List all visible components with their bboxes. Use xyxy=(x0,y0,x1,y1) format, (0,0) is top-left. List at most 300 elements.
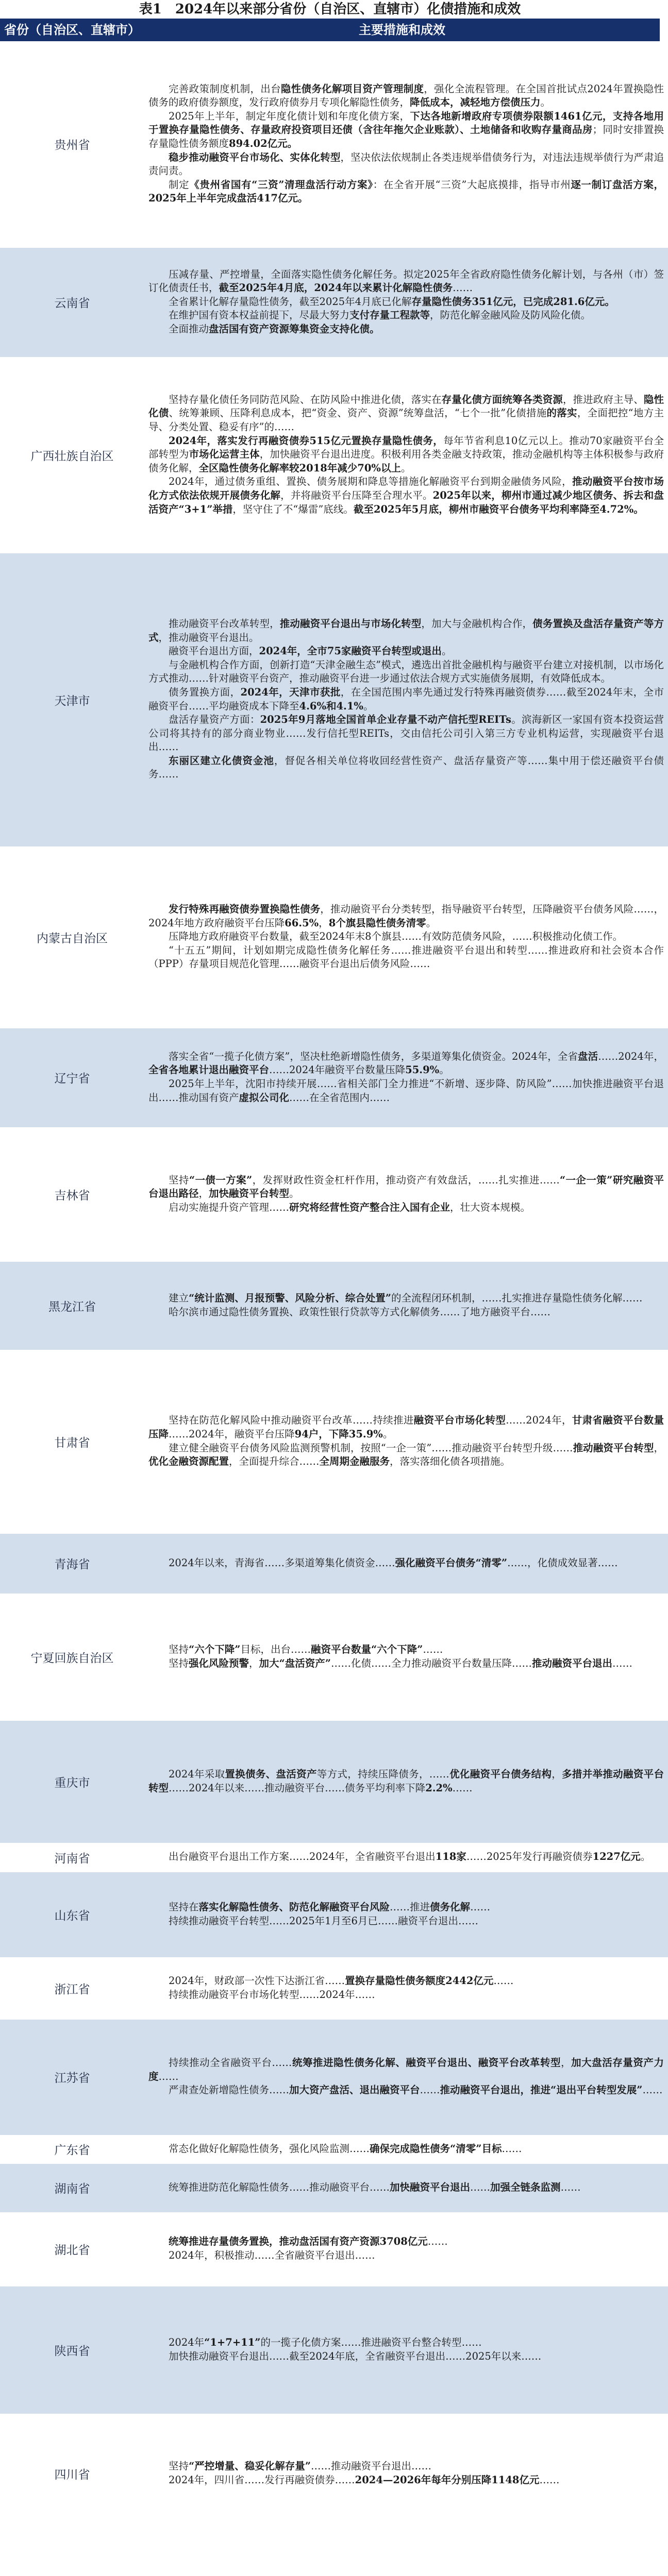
province-cell: 江苏省 xyxy=(0,2019,144,2135)
measure-text: ，加大与金融机构合作， xyxy=(421,617,533,630)
measure-text: 严肃查处新增隐性债务 xyxy=(169,2084,270,2096)
measure-text: 。 xyxy=(640,1851,651,1863)
measure-text: …… xyxy=(553,1442,573,1454)
measure-text: 2024年，通过债务重组、置换、债务展期和降息等措施化解融资平台到期金融债务风险， xyxy=(169,476,572,488)
measure-text: …… xyxy=(429,1768,449,1780)
measure-text: 2024年，财政部一次性下达浙江省 xyxy=(169,1974,325,1987)
measure-text: 2024年 xyxy=(319,1988,355,2001)
measure-text: ，防范化解金融风险及防风险化债。 xyxy=(430,309,591,321)
measure-text: 债务平均利率下降 xyxy=(345,1782,426,1794)
measure-paragraph xyxy=(148,2142,664,2156)
measure-text: …… xyxy=(189,700,209,712)
province-cell: 山东省 xyxy=(0,1872,144,1957)
measure-text: …… xyxy=(289,1851,310,1863)
measure-text: 推动国有资产 xyxy=(178,1091,239,1104)
measure-paragraph xyxy=(148,1974,664,1988)
measure-text: ，推进政府主导、 xyxy=(562,393,644,405)
measure-text: 有效防范债务风险， xyxy=(422,930,512,943)
measure-text: …… xyxy=(371,1657,391,1669)
measure-text-bold: “六个下降” xyxy=(189,1643,241,1655)
province-cell: 黑龙江省 xyxy=(0,1261,144,1350)
measure-paragraph xyxy=(148,2235,664,2249)
province-cell: 重庆市 xyxy=(0,1720,144,1843)
measure-text: 。 xyxy=(363,700,374,712)
measure-text: 加快推进融资平台退出 xyxy=(148,1078,664,1104)
measure-text: ， xyxy=(319,917,329,929)
measure-text-bold: 多措并举推动融资平台转型 xyxy=(148,1768,664,1794)
measure-text: ，全面把控“地方主导、分类处置、稳妥有序”的 xyxy=(148,407,664,433)
measure-text-bold: “一企一策” xyxy=(559,1174,613,1186)
province-cell: 四川省 xyxy=(0,2414,144,2533)
measure-text: 了地方融资平台 xyxy=(460,1306,531,1318)
measure-text: 。 xyxy=(426,917,437,929)
measure-paragraph xyxy=(148,658,664,686)
province-cell: 浙江省 xyxy=(0,1957,144,2019)
measure-text-bold: 置换债务、盘活资产 xyxy=(225,1768,317,1780)
measure-text: 截至2024年末，全市融资平台 xyxy=(148,686,664,712)
measure-text-bold: 4.6%和4.1% xyxy=(299,700,363,712)
measure-text: 积极推动化债工作。 xyxy=(532,930,623,943)
measure-text-bold: 2024年，天津市获批 xyxy=(240,686,341,698)
measure-text: 坚持 xyxy=(169,1643,189,1655)
measure-text: …… xyxy=(330,1657,351,1669)
measure-text: 2025年1月至6月已 xyxy=(289,1914,378,1927)
measure-text: 全面推动 xyxy=(169,323,209,335)
measure-text: …… xyxy=(440,1306,460,1318)
measure-text: 集中用于偿还融资平台债务 xyxy=(148,754,664,781)
measure-text: …… xyxy=(169,1428,189,1440)
measure-text: …… xyxy=(370,2181,390,2193)
measure-text: …… xyxy=(452,1782,473,1794)
measure-paragraph xyxy=(148,1292,664,1306)
table-row xyxy=(0,357,668,553)
measure-text: ， xyxy=(654,1442,664,1454)
measure-text: 2024年，全省 xyxy=(512,1050,578,1062)
measure-text: 。 xyxy=(400,462,411,474)
measure-text-bold: 截至2025年4月底，2024年以来累计化解隐性债务 xyxy=(219,282,453,294)
measure-text: 坚持在防范化解风险中推动融资平台改革 xyxy=(169,1414,353,1427)
measure-paragraph xyxy=(148,323,664,336)
measures-cell xyxy=(144,553,668,846)
measure-text: …… xyxy=(512,930,532,943)
measure-text: …… xyxy=(445,2350,466,2362)
measure-paragraph xyxy=(148,903,664,930)
measure-text: 针对融资平台资产，推动融资平台进一步通过依法合规方式 xyxy=(209,672,471,685)
table-row xyxy=(0,1350,668,1533)
measure-text: 。 xyxy=(540,96,551,109)
measure-paragraph xyxy=(148,1306,664,1319)
measure-text-bold: 发行特殊再融资债券置换隐性债务 xyxy=(169,903,321,916)
measure-text-bold: 盘活资产“3+1”举措 xyxy=(148,489,664,515)
measure-paragraph xyxy=(148,2181,664,2195)
measure-text-bold: “严控增量、稳妥化解存量” xyxy=(189,2460,311,2472)
measure-text-bold: 94户，下降35.9% xyxy=(294,1428,383,1440)
measure-text-bold: 截至2025年5月底，柳州市融资平台债务平均利率降至4.72%。 xyxy=(353,503,644,515)
measure-paragraph xyxy=(148,2083,664,2097)
measures-cell xyxy=(144,41,668,247)
measure-text: 坚持存量化债任务同防范风险、在防风险中推进化债，落实在 xyxy=(169,393,442,405)
measure-text-bold: 全区隐性债务化解率较2018年减少70%以上 xyxy=(198,462,401,474)
measure-text: 每年节省利息10亿元以上。推动70家融资平台全部转型为 xyxy=(148,434,664,461)
measure-text: ， xyxy=(249,1657,259,1669)
measure-text: …… xyxy=(286,727,306,739)
measure-text: 多渠道筹集化债资金 xyxy=(285,1556,375,1569)
measure-text: …… xyxy=(420,2084,440,2096)
measure-text: 全省融资平台退出 xyxy=(274,2249,355,2261)
measure-text: ， xyxy=(198,1188,209,1200)
measure-text: 加快推动融资平台退出 xyxy=(169,2350,270,2362)
measure-text-bold: 盘活 xyxy=(578,1050,598,1062)
measure-paragraph xyxy=(148,1914,664,1928)
measure-text: …… xyxy=(310,2460,331,2472)
table-row xyxy=(0,1720,668,1843)
measure-text-bold: 融资平台数量“六个下降” xyxy=(310,1643,423,1655)
measure-text: …… xyxy=(466,1851,487,1863)
measure-text: 在全省范围内 xyxy=(309,1091,370,1104)
measure-text: 落实全省“一揽子化债方案”，坚决杜绝新增隐性债务，多渠道筹集化债资金。 xyxy=(169,1050,512,1062)
measure-text-bold: 债务化解 xyxy=(430,1901,471,1913)
measure-text: 的全流程闭环机制， xyxy=(391,1292,482,1304)
measure-paragraph xyxy=(148,2473,664,2487)
measure-text: ，发挥财政性资金杠杆作用，推动资产有效盘活， xyxy=(252,1174,478,1186)
measure-text-bold: 的落实 xyxy=(546,407,577,419)
province-cell: 青海省 xyxy=(0,1533,144,1594)
measure-text-bold: 优化融资平台债务结构 xyxy=(449,1768,552,1780)
measure-text: …… xyxy=(325,1974,345,1987)
measure-text: 推动融资平台 xyxy=(264,1782,325,1794)
measure-text-bold: 强化风险预警 xyxy=(189,1657,249,1669)
measure-text: 持续推动全省融资平台 xyxy=(169,2057,272,2069)
table-row xyxy=(0,1127,668,1261)
measure-text: 全力推进“不新增、逐步降、防风险” xyxy=(388,1078,552,1090)
measure-text: 实施债务展期 xyxy=(470,672,531,685)
measure-text-bold: 66.5% xyxy=(285,917,319,929)
table-row xyxy=(0,846,668,1028)
measure-text: ，坚决依法依规制止各类违规举借债务行为，对违法违规举债行为严肃追责问责。 xyxy=(148,151,664,177)
measure-text-bold: “统计监测、月报预警、风险分析、综合处置” xyxy=(189,1292,391,1304)
measure-paragraph xyxy=(148,2056,664,2083)
measure-text: 压减存量、严控增量，全面落实隐性债务化解任务。拟定2025年全省政府隐性债务化解计划，与各州（市）签订化债责任书， xyxy=(148,268,664,294)
measure-text-bold: 加大资产盘活、退出融资平台 xyxy=(289,2084,420,2096)
measure-text: …… xyxy=(530,1306,551,1318)
measure-text-bold: 2.2% xyxy=(425,1782,453,1794)
measure-text: 全省累计化解存量隐性债务，截至2025年4月底已化解 xyxy=(169,295,412,308)
measure-text: …… xyxy=(391,944,411,956)
measure-text: …… xyxy=(158,768,179,781)
measure-text: …… xyxy=(272,2057,292,2069)
measure-text: 省相关部门 xyxy=(337,1078,389,1090)
measure-paragraph xyxy=(148,1988,664,2002)
measure-text: 2024年融资平台数量压降 xyxy=(289,1064,406,1076)
measure-text: 目标，出台 xyxy=(240,1643,291,1655)
measure-text: 。滨海新区一家国有资本投资运营公司将其持有的部分商业物业 xyxy=(148,714,664,739)
measure-text: …… xyxy=(493,1974,514,1987)
measure-text: …… xyxy=(335,2473,355,2486)
measure-text-bold: 稳步推动融资平台市场化、实体化转型 xyxy=(169,151,341,163)
measure-text: …… xyxy=(539,2473,560,2486)
province-cell: 云南省 xyxy=(0,247,144,357)
measure-text: …… xyxy=(521,2350,542,2362)
table-row xyxy=(0,1594,668,1720)
measure-paragraph xyxy=(148,110,664,151)
measure-text: 哈尔滨市通过隐性债务置换、政策性银行贷款等方式化解债务 xyxy=(169,1306,440,1318)
table-row xyxy=(0,1957,668,2019)
measure-text-bold: 加快融资平台退出 xyxy=(390,2181,471,2193)
measure-text: 2024年，四川省 xyxy=(169,2473,245,2486)
measure-text: …… xyxy=(461,2336,482,2348)
measure-text: …… xyxy=(458,1914,478,1927)
measure-text: 融资平台退出方面， xyxy=(169,645,259,657)
measure-paragraph xyxy=(148,2336,664,2350)
province-cell: 甘肃省 xyxy=(0,1350,144,1533)
measure-text: 2024年，全省融资平台退出 xyxy=(309,1851,436,1863)
measure-text: 坚持在 xyxy=(169,1901,199,1913)
measures-cell xyxy=(144,2286,668,2414)
measure-text-bold: 东丽区建立化债资金池 xyxy=(169,754,274,767)
measure-text-bold: “一债一方案” xyxy=(189,1174,253,1186)
table-header xyxy=(0,19,660,41)
measure-text-bold: 《贵州省国有“三资”清理盘活行动方案》 xyxy=(189,178,373,191)
measures-cell xyxy=(144,1127,668,1261)
measures-cell xyxy=(144,1957,668,2019)
measure-text: 截至2024年底，全省融资平台退出 xyxy=(289,2350,446,2362)
measure-text: …… xyxy=(289,1091,310,1104)
measure-text-bold: 逐一制订盘活方案，2025年上半年完成盘活417亿元。 xyxy=(148,178,664,205)
measure-paragraph xyxy=(148,1643,664,1657)
measure-text: ，壮大资本规模。 xyxy=(450,1201,531,1213)
measure-text: 发行信托型REITs，交由信托公司引入第三方专业机构运营，实现融资平台退出 xyxy=(148,727,664,753)
measure-text: 2025年上半年，制定年度化债计划和年度化债方案， xyxy=(169,110,410,122)
measure-text: 2025年发行再融资债券 xyxy=(486,1851,593,1863)
measure-text-bold: 债务置换及盘活存量资产等方式 xyxy=(148,617,664,643)
province-cell: 湖南省 xyxy=(0,2163,144,2212)
measure-text: ，化债成效显著 xyxy=(527,1556,598,1569)
measure-text: 。 xyxy=(382,1428,393,1440)
measure-text-bold: 确保完成隐性债务“清零”目标 xyxy=(370,2142,502,2155)
measure-paragraph xyxy=(148,1556,664,1570)
measure-text-bold: 全省各地累计退出融资平台 xyxy=(148,1064,270,1076)
measure-text: 金融机构 xyxy=(462,658,503,671)
province-cell: 河南省 xyxy=(0,1843,144,1872)
measure-text: …… xyxy=(349,2142,370,2155)
measure-text: 2024年以来，青海省 xyxy=(169,1556,265,1569)
measure-text-bold: 推动融资平台转型 xyxy=(573,1442,654,1454)
table-row xyxy=(0,1843,668,1872)
measure-text: 制定 xyxy=(169,178,190,191)
table-row xyxy=(0,1261,668,1350)
measure-text: 持续推动融资平台市场化转型 xyxy=(169,1988,299,2001)
measure-text: …… xyxy=(189,672,209,685)
measure-text-bold: 8个旗县隐性债务清零 xyxy=(328,917,426,929)
province-cell: 辽宁省 xyxy=(0,1028,144,1127)
measure-text: …… xyxy=(290,1643,311,1655)
measure-text: …… xyxy=(244,2473,265,2486)
measure-text: …… xyxy=(264,1556,285,1569)
measures-cell xyxy=(144,1261,668,1350)
measure-text: 坚持 xyxy=(169,1174,189,1186)
measure-text: 压降地方政府融资平台数量，截至2024年末8个旗县 xyxy=(169,930,402,943)
measure-text: 常态化做好化解隐性债务，强化风险监测 xyxy=(169,2142,350,2155)
measure-text-bold: 落实化解隐性债务、防范化解融资平台风险 xyxy=(198,1901,390,1913)
measure-text: …… xyxy=(254,2249,275,2261)
province-cell: 贵州省 xyxy=(0,41,144,247)
measure-text-bold: 加快融资平台转型 xyxy=(209,1188,290,1200)
table-row xyxy=(0,2414,668,2533)
measure-text: ；同时安排置换存量隐性债务额度 xyxy=(148,124,664,149)
measure-text: …… xyxy=(411,2460,431,2472)
measures-cell xyxy=(144,1872,668,1957)
measure-paragraph xyxy=(148,475,664,516)
measures-cell xyxy=(144,1843,668,1872)
measure-text: …… xyxy=(274,421,294,433)
province-cell: 广东省 xyxy=(0,2135,144,2163)
measure-text: ，推动融资平台退出。 xyxy=(158,631,259,643)
table-row xyxy=(0,2135,668,2163)
measure-text: 统筹推进防范化解隐性债务 xyxy=(169,2181,290,2193)
measure-paragraph xyxy=(148,268,664,295)
measure-text: …… xyxy=(470,1901,491,1913)
measure-text: …… xyxy=(269,1201,290,1213)
measure-text: …… xyxy=(370,1091,390,1104)
measure-paragraph xyxy=(148,1174,664,1201)
measure-text-bold: 894.02亿元。 xyxy=(229,137,298,149)
measure-text-bold: 统筹推进隐性债务化解、融资平台退出、融资平台改革转型 xyxy=(292,2057,561,2069)
measure-text: ：在全省开展“三资”大起底摸排，指导市州 xyxy=(373,178,571,191)
measure-paragraph xyxy=(148,617,664,645)
province-cell: 湖北省 xyxy=(0,2212,144,2286)
measure-text: …… xyxy=(410,958,430,970)
measure-text-bold: 推动融资平台退出与市场化转型 xyxy=(279,617,422,630)
measure-text-bold: 推动融资平台退出，推进“退出平台转型发展” xyxy=(440,2084,643,2096)
header-province: 省份（自治区、直辖市） xyxy=(4,23,140,37)
measure-text: 。 xyxy=(439,1064,449,1076)
measure-text: 2024年以来 xyxy=(189,1782,245,1794)
province-cell: 陕西省 xyxy=(0,2286,144,2414)
measure-text-bold: 盘活国有资产资源筹集资金支持化债。 xyxy=(209,323,380,335)
measure-text-bold: 研究将经营性资产整合注入国有企业 xyxy=(289,1201,450,1213)
measure-text: 2025年上半年，沈阳市持续开展 xyxy=(169,1078,317,1090)
table-row xyxy=(0,2163,668,2212)
measure-text: ， xyxy=(561,2057,572,2069)
measure-text: …… xyxy=(169,1782,189,1794)
measure-text: 扎实推进 xyxy=(498,1174,540,1186)
measure-text-bold: 2024年，全市75家融资平台转型或退出 xyxy=(259,645,442,657)
measure-text: …… xyxy=(502,2142,522,2155)
measure-text: 推动融资平台改革转型， xyxy=(169,617,280,630)
measure-text: …… xyxy=(269,2350,290,2362)
measure-text: 坚持 xyxy=(169,1657,189,1669)
measure-text: 推动融资平台 xyxy=(309,2181,370,2193)
measure-text: 融资平台退出后债务风险 xyxy=(299,958,410,970)
measure-text: ， xyxy=(552,1768,562,1780)
measure-text: …… xyxy=(546,686,566,698)
measure-text-bold: 推动融资平台按市场化方式依法依规开展债务化解 xyxy=(148,476,664,501)
measure-text: ，压降融资平台债务风险 xyxy=(522,903,634,916)
measure-text: 坚持 xyxy=(169,2460,189,2472)
measure-text: 推进 xyxy=(410,1901,430,1913)
measure-text: 启动实施提升资产管理 xyxy=(169,1201,270,1213)
measure-text: ，落实落细化债各项措施。 xyxy=(390,1455,511,1468)
measure-text: …… xyxy=(355,2249,375,2261)
measure-text: …… xyxy=(527,944,548,956)
measure-text-bold: 存量隐性债务351亿元，已完成281.6亿元。 xyxy=(411,295,615,308)
measure-text: 推进政府和社会资本合作（PPP）存量项目规范化管理 xyxy=(148,944,664,970)
table-row xyxy=(0,41,668,247)
table-title: 表1 2024年以来部分省份（自治区、直辖市）化债措施和成效 xyxy=(139,2,521,17)
measure-text: …… xyxy=(244,1782,265,1794)
measure-text: …… xyxy=(470,2181,491,2193)
measure-paragraph xyxy=(148,2249,664,2263)
measure-text: 2024年， xyxy=(618,1050,664,1062)
measure-text: …… xyxy=(642,2084,663,2096)
measure-paragraph xyxy=(148,295,664,309)
measure-text: …… xyxy=(375,1556,395,1569)
measure-text: …… xyxy=(158,741,179,753)
measure-text-bold: 置换存量隐性债务额度2442亿元 xyxy=(345,1974,494,1987)
measures-cell xyxy=(144,2163,668,2212)
measure-paragraph xyxy=(148,686,664,713)
measure-text: 推动融资平台退出 xyxy=(330,2460,411,2472)
measure-text-bold: 下达各地新增政府专项债券限额1461亿元，支持各地用于置换存量隐性债务、存量政府投资项目还债（含往年拖欠企业账款）、土地储备和收购存量商品房 xyxy=(148,110,664,136)
measure-text: ，全面提升综合 xyxy=(229,1455,299,1468)
measure-text: ，强化全流程管理。 xyxy=(424,82,516,95)
measure-text: …… xyxy=(402,930,422,943)
measure-text: 发行再融资债券 xyxy=(264,2473,335,2486)
measure-text: 推动融资平台转型升级 xyxy=(452,1442,553,1454)
measure-text-bold: 虚拟公司化 xyxy=(239,1091,290,1104)
measures-cell xyxy=(144,1594,668,1720)
measure-text: 持续推动融资平台转型 xyxy=(169,1914,270,1927)
measures-cell xyxy=(144,1533,668,1594)
measures-cell xyxy=(144,1028,668,1127)
measure-text: 、统筹兼顾、压降利息成本，把“资金、资产、资源”统筹盘活，“七个一批”化债措施 xyxy=(169,407,547,419)
measure-text: …… xyxy=(427,2235,448,2248)
measure-text: 全力推动融资平台数量压降 xyxy=(391,1657,512,1669)
measure-text: 在全国首批试点 xyxy=(515,82,588,95)
measure-paragraph xyxy=(148,944,664,971)
measures-cell xyxy=(144,357,668,553)
measure-text: …… xyxy=(269,2084,290,2096)
measure-paragraph xyxy=(148,1850,664,1864)
measure-text: 建立健全融资平台债务风险监测预警机制，按照“一企一策” xyxy=(169,1442,432,1454)
table-row xyxy=(0,247,668,357)
measure-text: …… xyxy=(353,1414,373,1427)
measure-text: ，推动融资平台分类转型，指导融资平台转型 xyxy=(320,903,523,916)
measure-text: …… xyxy=(423,1643,443,1655)
measure-text: 建立 xyxy=(169,1292,189,1304)
measure-text: 化债 xyxy=(350,1657,371,1669)
measure-text: …… xyxy=(512,1657,532,1669)
measure-text: 完善政策制度机制，出台 xyxy=(169,82,281,95)
measure-text: …… xyxy=(527,754,548,767)
measure-text-bold: 2024—2026年每年分别压降1148亿元 xyxy=(355,2473,540,2486)
measure-text: …… xyxy=(507,1556,528,1569)
measure-text: 出台融资平台退出工作方案 xyxy=(169,1851,290,1863)
measure-text: 2025年以来 xyxy=(465,2350,522,2362)
measure-text: 。 xyxy=(441,645,452,657)
province-cell: 广西壮族自治区 xyxy=(0,357,144,553)
measure-text: …… xyxy=(539,1174,560,1186)
measure-text-bold: 统筹推进存量债务置换，推动盘活国有资产资源3708亿元 xyxy=(169,2235,428,2248)
measure-text: 与金融机构合作方面，创新打造“天津金融生态”模式，遴选出首批 xyxy=(169,658,462,671)
measure-paragraph xyxy=(148,754,664,782)
measure-text: ，在全国范围内率先通过发行特殊再融资债券 xyxy=(340,686,546,698)
measure-text-bold: 加大“盘活资产” xyxy=(259,1657,331,1669)
measure-text: 2024年， xyxy=(526,1414,572,1427)
measure-text: …… xyxy=(377,1914,398,1927)
measure-text: …… xyxy=(289,2181,310,2193)
measure-text-bold: 强化融资平台债务“清零” xyxy=(395,1556,508,1569)
